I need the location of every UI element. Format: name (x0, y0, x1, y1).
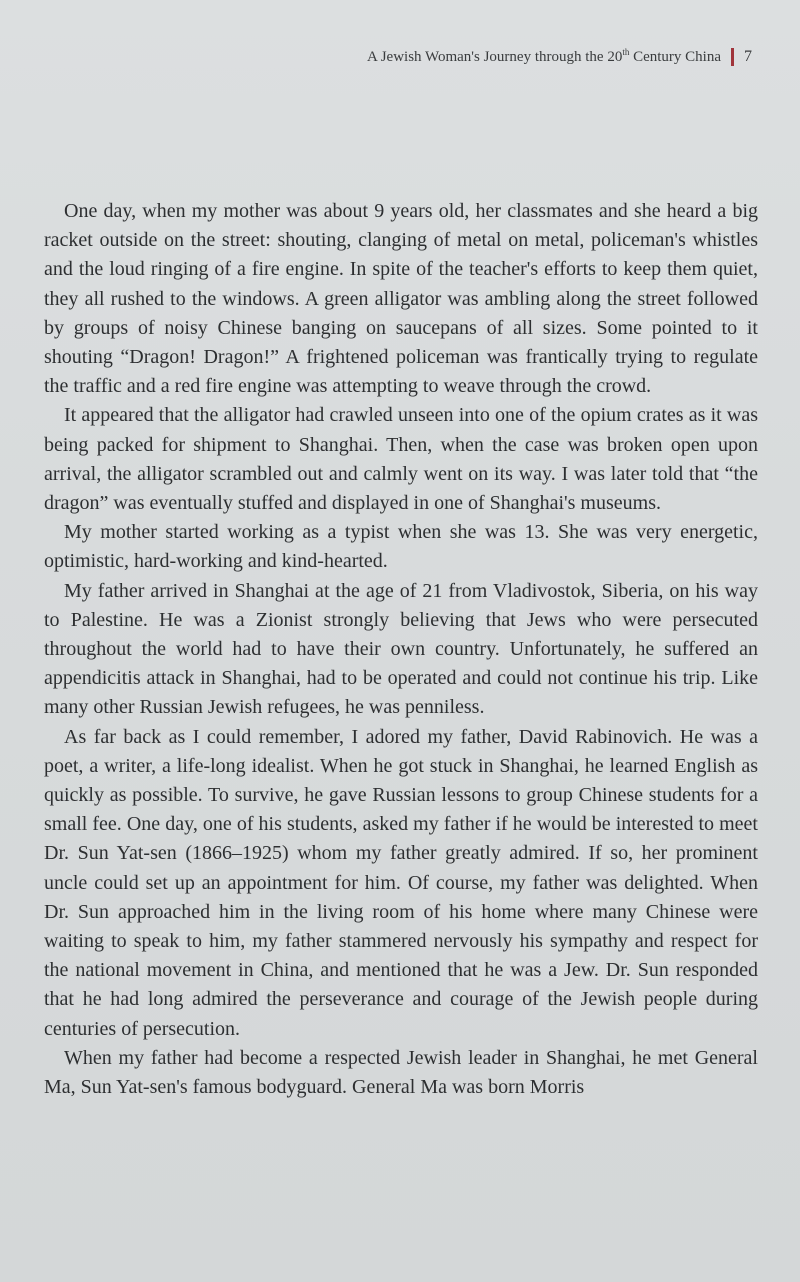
paragraph: One day, when my mother was about 9 years old, her classmates and she heard a big racket outside on the street: shouting, clanging of metal on metal, policeman's whistles and the loud ringing of a fire engine. In spite of the teacher's efforts to keep them quiet, they all rushed to the windows. A green alligator was ambling along the street followed by groups of noisy Chinese banging on saucepans of all sizes. Some pointed to it shouting “Dragon! Dragon!” A frightened policeman was frantically trying to regulate the traffic and a red fire engine was attempting to weave through the crowd. (44, 200, 758, 398)
paragraph: As far back as I could remember, I adored my father, David Rabinovich. He was a poet, a writer, a life-long idealist. When he got stuck in Shanghai, he learned English as quickly as possible. To survive, he gave Russian lessons to group Chinese students for a small fee. One day, one of his students, asked my father if he would be interested to meet Dr. Sun Yat-sen (1866–1925) whom my father greatly admired. If so, her prominent uncle could set up an appointment for him. Of course, my father was delighted. When Dr. Sun approached him in the living room of his home where many Chinese were waiting to speak to him, my father stammered nervously his sympathy and respect for the national movement in China, and mentioned that he was a Jew. Dr. Sun responded that he had long admired the perseverance and courage of the Jewish people during centuries of persecution. (44, 725, 758, 1040)
paragraph: My father arrived in Shanghai at the age of 21 from Vladivostok, Siberia, on his way to Palestine. He was a Zionist strongly believing that Jews who were persecuted throughout the world had to have their own country. Unfortunately, he suffered an appendicitis attack in Shanghai, had to be operated and could not continue his trip. Like many other Russian Jewish refugees, he was penniless. (44, 579, 758, 719)
body-text (44, 197, 758, 1102)
paragraph: My mother started working as a typist when she was 13. She was very energetic, optimistic, hard-working and kind-hearted. (44, 521, 758, 573)
header-divider (731, 48, 734, 66)
paragraph: It appeared that the alligator had crawled unseen into one of the opium crates as it was being packed for shipment to Shanghai. Then, when the case was broken open upon arrival, the alligator scrambled out and calmly went on its way. I was later told that “the dragon” was eventually stuffed and displayed in one of Shanghai's museums. (44, 404, 758, 515)
running-header (367, 48, 752, 66)
running-title: A Jewish Woman's Journey through the 20th Century China (366, 46, 721, 65)
paragraph: When my father had become a respected Jewish leader in Shanghai, he met General Ma, Sun Yat-sen's famous bodyguard. General Ma was born Morris (44, 1046, 758, 1099)
page-number: 7 (744, 48, 752, 65)
